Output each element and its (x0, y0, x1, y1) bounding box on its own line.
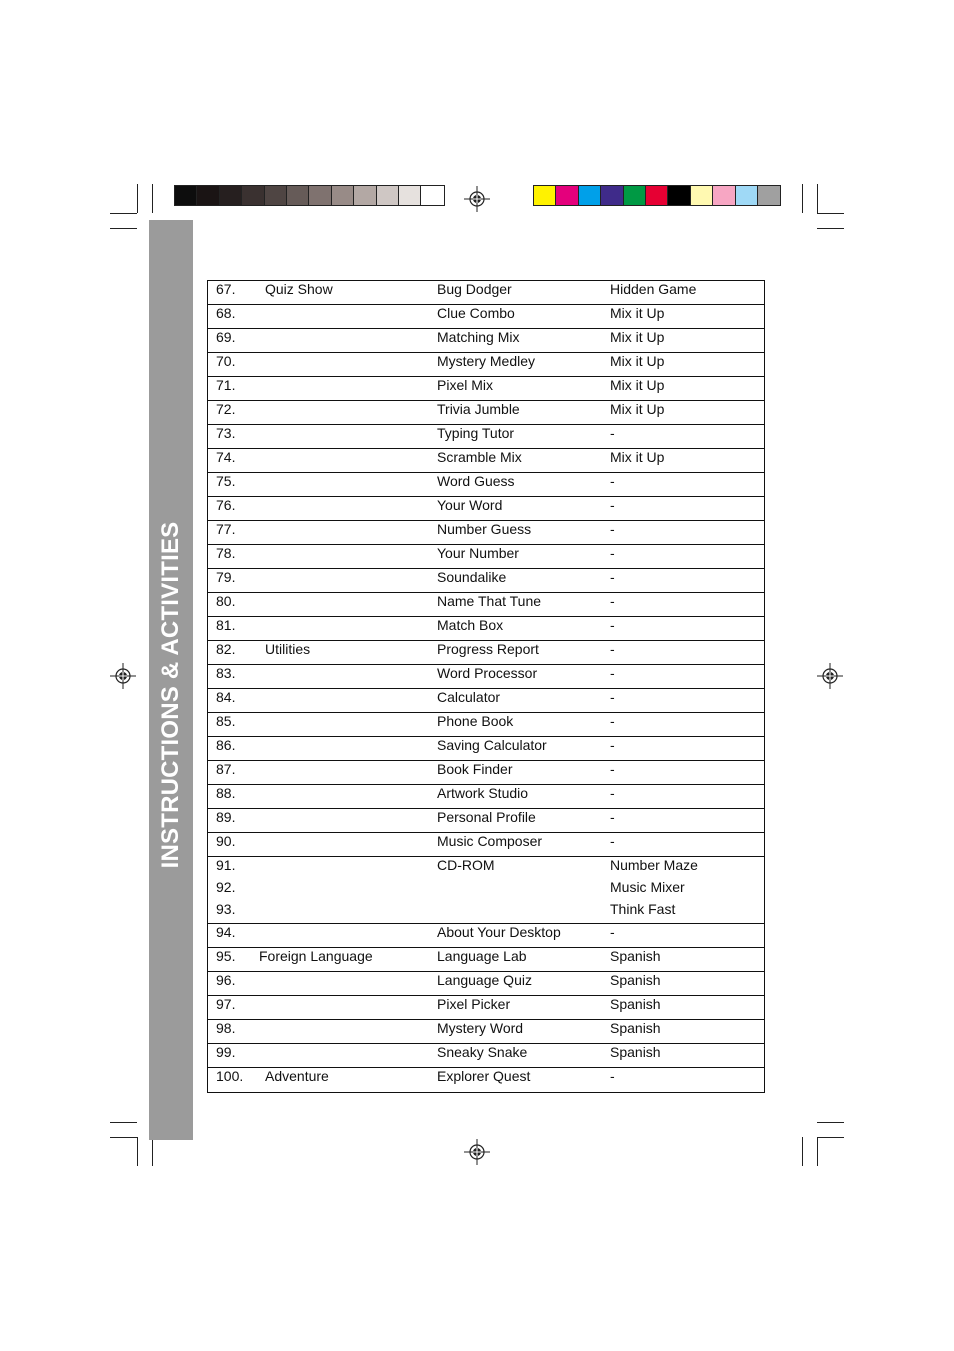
gray-color-bar (174, 185, 445, 206)
row-number: 75. (216, 473, 236, 489)
row-activity: Name That Tune (437, 593, 542, 609)
row-number: 79. (216, 569, 236, 585)
row-number: 93. (216, 901, 236, 917)
crop-mark (137, 1137, 138, 1166)
crop-mark (817, 184, 818, 213)
table-row (208, 1044, 764, 1068)
row-number: 73. (216, 425, 236, 441)
table-row (208, 353, 764, 377)
row-number: 87. (216, 761, 236, 777)
row-activity: Your Number (437, 545, 519, 561)
row-number: 68. (216, 305, 236, 321)
row-activity: Scramble Mix (437, 449, 522, 465)
table-row (208, 521, 764, 545)
row-number: 81. (216, 617, 236, 633)
crop-mark (817, 1137, 818, 1166)
registration-target-icon (817, 663, 843, 689)
row-category: Foreign Language (259, 948, 373, 964)
color-swatch (601, 186, 623, 205)
color-swatch (399, 186, 421, 205)
row-note: - (610, 473, 615, 489)
color-swatch (354, 186, 376, 205)
row-activity: Clue Combo (437, 305, 515, 321)
color-swatch (713, 186, 735, 205)
row-activity: Language Quiz (437, 972, 532, 988)
color-swatch (736, 186, 758, 205)
crop-mark (152, 1137, 153, 1166)
registration-target-icon (464, 1139, 490, 1165)
color-swatch (265, 186, 287, 205)
row-note: - (610, 593, 615, 609)
row-note: - (610, 737, 615, 753)
row-activity: Book Finder (437, 761, 513, 777)
table-row (208, 329, 764, 353)
row-note: Mix it Up (610, 377, 665, 393)
row-activity: Trivia Jumble (437, 401, 520, 417)
color-swatch (624, 186, 646, 205)
row-note: - (610, 689, 615, 705)
row-number-group (216, 854, 235, 920)
row-number: 69. (216, 329, 236, 345)
row-activity: Soundalike (437, 569, 507, 585)
row-note: - (610, 425, 615, 441)
row-number: 95. (216, 948, 236, 964)
row-number: 83. (216, 665, 236, 681)
color-swatch (287, 186, 309, 205)
table-row (208, 972, 764, 996)
row-note: Spanish (610, 996, 661, 1012)
row-note: Spanish (610, 1044, 661, 1060)
row-note: - (610, 521, 615, 537)
color-swatch (242, 186, 264, 205)
color-swatch (691, 186, 713, 205)
row-note: - (610, 665, 615, 681)
row-activity: Calculator (437, 689, 501, 705)
table-row (208, 281, 764, 305)
row-activity: Saving Calculator (437, 737, 547, 753)
table-row-group (208, 857, 764, 924)
row-note-group (610, 854, 698, 920)
table-row (208, 545, 764, 569)
row-note: - (610, 545, 615, 561)
row-activity: Phone Book (437, 713, 514, 729)
color-swatch (332, 186, 354, 205)
row-activity: Your Word (437, 497, 503, 513)
row-note: Mix it Up (610, 329, 665, 345)
registration-target-icon (464, 186, 490, 212)
row-number: 86. (216, 737, 236, 753)
color-swatch (646, 186, 668, 205)
table-row (208, 761, 764, 785)
table-row (208, 924, 764, 948)
row-note: - (610, 497, 615, 513)
registration-target-icon (110, 663, 136, 689)
color-swatch (556, 186, 578, 205)
crop-mark (110, 228, 137, 229)
row-number: 92. (216, 879, 236, 895)
row-number: 80. (216, 593, 236, 609)
row-number: 77. (216, 521, 236, 537)
color-swatch (377, 186, 399, 205)
crop-mark (152, 184, 153, 213)
row-note: - (610, 785, 615, 801)
crop-mark (817, 1122, 844, 1123)
row-number: 90. (216, 833, 236, 849)
row-note: Mix it Up (610, 305, 665, 321)
row-activity: Word Processor (437, 665, 538, 681)
table-row (208, 809, 764, 833)
row-category: Quiz Show (265, 281, 333, 297)
color-swatch (758, 186, 780, 205)
row-note: Mix it Up (610, 449, 665, 465)
table-row (208, 425, 764, 449)
crop-mark (817, 228, 844, 229)
row-number: 100. (216, 1068, 244, 1084)
table-row (208, 401, 764, 425)
row-number: 88. (216, 785, 236, 801)
row-activity: Music Composer (437, 833, 543, 849)
row-number: 91. (216, 857, 236, 873)
color-swatch (309, 186, 331, 205)
crop-mark (817, 213, 844, 214)
row-number: 97. (216, 996, 236, 1012)
table-row (208, 641, 764, 665)
row-note: Mix it Up (610, 353, 665, 369)
row-note: - (610, 641, 615, 657)
row-number: 74. (216, 449, 236, 465)
row-activity: Sneaky Snake (437, 1044, 528, 1060)
crop-mark (110, 1137, 137, 1138)
table-row (208, 593, 764, 617)
row-activity: CD-ROM (437, 857, 495, 873)
row-note: Spanish (610, 972, 661, 988)
row-number: 72. (216, 401, 236, 417)
color-swatch (220, 186, 242, 205)
row-activity: Personal Profile (437, 809, 536, 825)
row-activity: Mystery Medley (437, 353, 536, 369)
row-note: Spanish (610, 948, 661, 964)
row-activity: Match Box (437, 617, 504, 633)
table-row (208, 689, 764, 713)
row-category: Utilities (265, 641, 311, 657)
color-swatch (197, 186, 219, 205)
row-number: 76. (216, 497, 236, 513)
table-row (208, 305, 764, 329)
table-row (208, 617, 764, 641)
row-number: 89. (216, 809, 236, 825)
row-note: Hidden Game (610, 281, 697, 297)
row-activity: Mystery Word (437, 1020, 524, 1036)
crop-mark (802, 184, 803, 213)
table-row (208, 665, 764, 689)
row-activity: Pixel Mix (437, 377, 494, 393)
table-row (208, 713, 764, 737)
row-category: Adventure (265, 1068, 329, 1084)
row-activity: Artwork Studio (437, 785, 529, 801)
row-note: - (610, 1068, 615, 1084)
crop-mark (817, 1137, 844, 1138)
color-swatch (579, 186, 601, 205)
row-activity: Word Guess (437, 473, 515, 489)
row-number: 99. (216, 1044, 236, 1060)
row-number: 82. (216, 641, 236, 657)
row-note: - (610, 924, 615, 940)
crop-mark (110, 213, 137, 214)
table-row (208, 737, 764, 761)
table-row (208, 996, 764, 1020)
activity-table (207, 280, 765, 1093)
row-note: Number Maze (610, 857, 698, 873)
row-note: - (610, 761, 615, 777)
row-note: Mix it Up (610, 401, 665, 417)
table-row (208, 948, 764, 972)
row-number: 96. (216, 972, 236, 988)
crop-mark (110, 1122, 137, 1123)
row-note: - (610, 713, 615, 729)
color-swatch (175, 186, 197, 205)
row-number: 94. (216, 924, 236, 940)
color-swatch (534, 186, 556, 205)
table-row (208, 497, 764, 521)
table-row (208, 1068, 764, 1092)
row-note: Think Fast (610, 901, 676, 917)
row-note: - (610, 809, 615, 825)
row-activity: Explorer Quest (437, 1068, 531, 1084)
color-swatch (668, 186, 690, 205)
row-note: Music Mixer (610, 879, 685, 895)
table-row (208, 785, 764, 809)
row-number: 85. (216, 713, 236, 729)
row-number: 78. (216, 545, 236, 561)
crop-mark (137, 184, 138, 213)
row-number: 98. (216, 1020, 236, 1036)
side-tab-title: INSTRUCTIONS & ACTIVITIES (157, 521, 184, 869)
row-activity: Typing Tutor (437, 425, 515, 441)
crop-mark (802, 1137, 803, 1166)
table-row (208, 1020, 764, 1044)
row-activity: Matching Mix (437, 329, 520, 345)
row-activity: Number Guess (437, 521, 532, 537)
table-row (208, 449, 764, 473)
row-number: 84. (216, 689, 236, 705)
row-note: - (610, 569, 615, 585)
row-note: - (610, 833, 615, 849)
process-color-bar (533, 185, 781, 206)
row-number: 67. (216, 281, 236, 297)
color-swatch (421, 186, 443, 205)
table-row (208, 473, 764, 497)
row-activity: Pixel Picker (437, 996, 511, 1012)
table-row (208, 569, 764, 593)
row-number: 70. (216, 353, 236, 369)
row-activity: Bug Dodger (437, 281, 512, 297)
row-number: 71. (216, 377, 236, 393)
row-activity: About Your Desktop (437, 924, 561, 940)
row-note: Spanish (610, 1020, 661, 1036)
row-activity: Language Lab (437, 948, 527, 964)
table-row (208, 377, 764, 401)
row-note: - (610, 617, 615, 633)
row-activity: Progress Report (437, 641, 539, 657)
